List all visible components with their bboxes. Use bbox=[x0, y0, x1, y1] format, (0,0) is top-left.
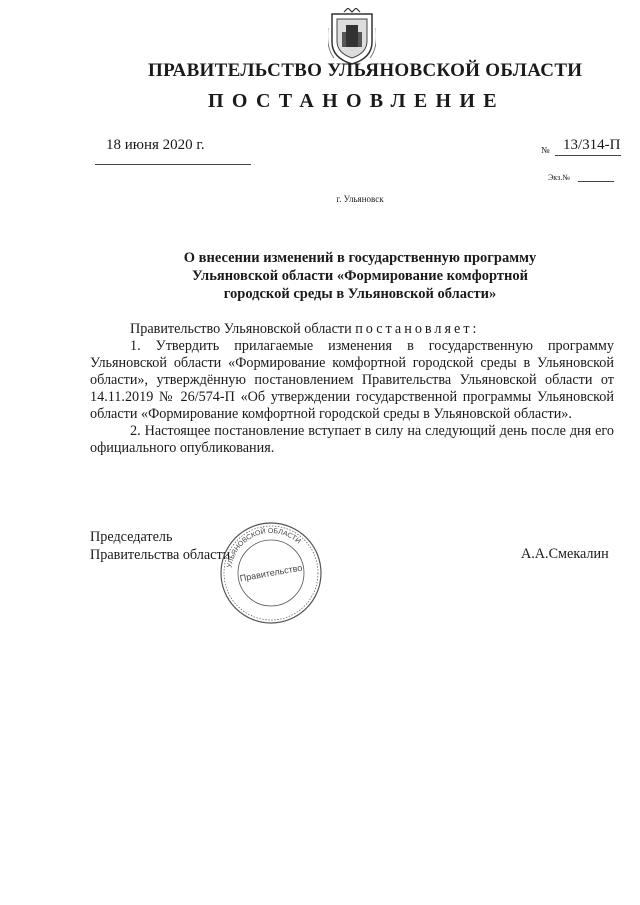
paragraph-item-2: 2. Настоящее постановление вступает в силу на следующий день после дня его официального опубликования. bbox=[90, 423, 614, 456]
document-heading bbox=[150, 249, 570, 303]
official-stamp bbox=[218, 520, 324, 626]
copy-number-label: Экз.№ bbox=[548, 173, 570, 182]
position-line: Правительства области bbox=[90, 547, 231, 563]
signatory-position bbox=[90, 528, 230, 564]
intro-paragraph bbox=[90, 321, 614, 338]
document-type: ПОСТАНОВЛЕНИЕ bbox=[208, 90, 505, 112]
position-line: Председатель bbox=[90, 529, 173, 545]
government-name: ПРАВИТЕЛЬСТВО УЛЬЯНОВСКОЙ ОБЛАСТИ bbox=[148, 60, 583, 81]
heading-line: Ульяновской области «Формирование комфортной bbox=[192, 268, 528, 284]
heading-line: О внесении изменений в государственную программу bbox=[183, 250, 537, 266]
number-underline bbox=[555, 155, 621, 156]
coat-of-arms-icon bbox=[328, 8, 376, 66]
date-underline bbox=[95, 164, 251, 165]
stamp-ring-text: УЛЬЯНОВСКОЙ ОБЛАСТИ bbox=[226, 527, 302, 569]
intro-decree-word: постановляет: bbox=[355, 321, 480, 337]
document-city: г. Ульяновск bbox=[336, 194, 384, 204]
signatory-name: А.А.Смекалин bbox=[521, 546, 609, 562]
document-body bbox=[90, 321, 614, 457]
stamp-center-text: Правительство bbox=[238, 562, 304, 584]
intro-lead: Правительство Ульяновской области bbox=[130, 321, 352, 337]
heading-line: городской среды в Ульяновской области» bbox=[223, 286, 497, 302]
document-date: 18 июня 2020 г. bbox=[106, 137, 205, 153]
copy-number-underline bbox=[578, 181, 614, 182]
paragraph-item-1: 1. Утвердить прилагаемые изменения в государственную программу Ульяновской области «Формирование комфортной городской среды в Ульяновской области», утверждённую постановлением Правительства Ульяновской области от 14.11.2019 № 26/574-П «Об утверждении государственной программы Ульяновской области «Формирование комфортной городской среды в Ульяновской области». bbox=[90, 338, 614, 422]
number-prefix: № bbox=[541, 145, 550, 155]
document-number: 13/314-П bbox=[563, 137, 621, 153]
